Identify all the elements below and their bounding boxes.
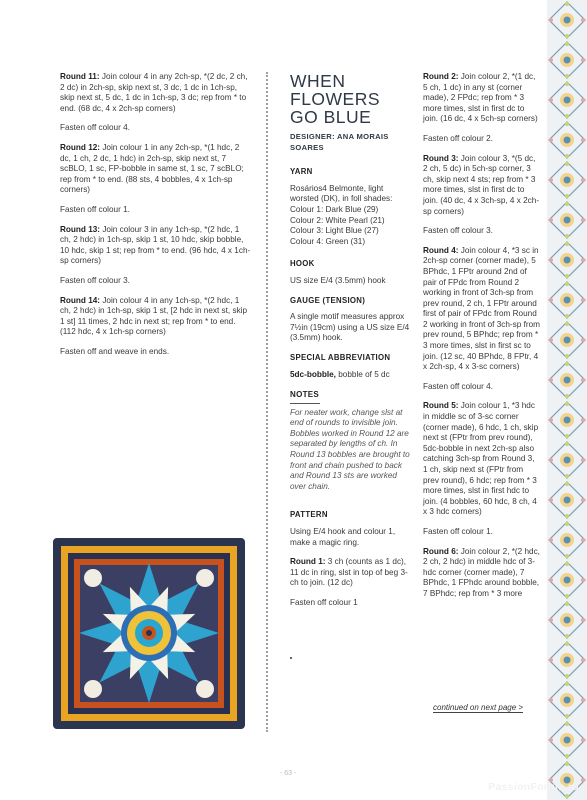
fasten-off-colour-1-right: Fasten off colour 1. bbox=[423, 526, 493, 536]
title-line-1: WHEN bbox=[290, 71, 346, 91]
left-column bbox=[60, 72, 252, 366]
fasten-off-colour-3: Fasten off colour 3. bbox=[60, 275, 130, 285]
round-4-text: Join colour 4, *3 sc in 2ch-sp corner (corner made), 5 BPhdc, 1 FPtr around 2nd of pair of FPdc from Round 2 working in front of 3ch-sp from prev round, 2 ch, 1 FPtr around first of pair of FPdc from Round 2 working in front of 3ch-sp from prev round, 5 BPhdc; rep from * 3 more times, slst in first sc to join. (12 sc, 40 BPhdc, 8 FPtr, 4 x 2ch-sp, 4 x 3-sc corners) bbox=[423, 245, 540, 372]
pattern-intro: Using E/4 hook and colour 1, make a magic ring. bbox=[290, 527, 396, 547]
abbreviation-heading: SPECIAL ABBREVIATION bbox=[290, 352, 391, 362]
hook-heading: HOOK bbox=[290, 259, 315, 269]
round-12-label: Round 12: bbox=[60, 142, 101, 152]
round-3-text: Join colour 3, *(5 dc, 2 ch, 5 dc) in 5ch-sp corner, 3 ch, skip next 4 sts; rep from * 3 more times, slst in first dc to join. (40 dc, 4 x 3ch-sp, 4 x 2ch-sp corners) bbox=[423, 153, 540, 216]
gauge-heading: GAUGE (TENSION) bbox=[290, 295, 366, 305]
notes-heading: NOTES bbox=[290, 390, 320, 400]
round-12-text: Join colour 1 in any 2ch-sp, *(1 hdc, 2 dc, 1 ch, 2 dc, 1 hdc) in 2ch-sp, skip next st, 7 scBLO, 1 sc, FP-bobble in same st, 1 sc, 7 scBLO; rep from * to end. (88 sts, 4 bobbles, 4 x 1ch-sp corners) bbox=[60, 142, 244, 195]
fasten-off-colour-2: Fasten off colour 2. bbox=[423, 133, 493, 143]
round-14 bbox=[60, 296, 252, 338]
pattern-heading: PATTERN bbox=[290, 510, 328, 520]
round-14-text: Join colour 4 in any 1ch-sp, *(2 hdc, 1 ch, 2 hdc) in 1ch-sp, skip 1 st, [2 hdc in next st, skip 1 st] 11 times, 2 hdc in next st; rep from * to end. (112 hdc, 4 x 1ch-sp corners) bbox=[60, 295, 248, 337]
fasten-off-colour-1-mid: Fasten off colour 1 bbox=[290, 598, 358, 607]
notes-underline bbox=[290, 403, 320, 404]
round-13 bbox=[60, 225, 252, 267]
round-11 bbox=[60, 72, 252, 114]
right-column bbox=[423, 72, 541, 609]
continued-link[interactable]: continued on next page > bbox=[433, 703, 524, 712]
title-line-3: GO BLUE bbox=[290, 107, 372, 127]
round-6-label: Round 6: bbox=[423, 546, 459, 556]
round-14-label: Round 14: bbox=[60, 295, 101, 305]
title-line-2: FLOWERS bbox=[290, 89, 381, 109]
round-4 bbox=[423, 246, 541, 373]
page-number: - 63 - bbox=[280, 770, 297, 777]
stray-dot bbox=[290, 657, 292, 659]
round-1-text: 3 ch (counts as 1 dc), 11 dc in ring, slst in top of beg 3-ch to join. (12 dc) bbox=[290, 557, 408, 588]
round-1 bbox=[290, 557, 410, 589]
abbreviation-term: 5dc-bobble, bbox=[290, 369, 336, 379]
round-2-label: Round 2: bbox=[423, 72, 459, 81]
fasten-off-weave: Fasten off and weave in ends. bbox=[60, 346, 170, 356]
yarn-colour-1: Colour 1: Dark Blue (29) bbox=[290, 204, 379, 214]
fasten-off-colour-3-right: Fasten off colour 3. bbox=[423, 226, 493, 236]
hook-text: US size E/4 (3.5mm) hook bbox=[290, 275, 386, 285]
round-5 bbox=[423, 401, 541, 518]
abbreviation-definition: bobble of 5 dc bbox=[338, 369, 390, 379]
round-3-label: Round 3: bbox=[423, 153, 459, 163]
round-6-text: Join colour 2, *(2 hdc, 2 ch, 2 hdc) in middle hdc of 3-hdc corner (corner made), 7 BPhdc, 1 FPhdc around bobble, 7 BPhdc; rep from * 3 more bbox=[423, 546, 540, 598]
designer-credit: DESIGNER: ANA MORAIS SOARES bbox=[290, 132, 389, 152]
round-2 bbox=[423, 72, 541, 125]
round-12 bbox=[60, 143, 252, 196]
middle-column bbox=[290, 72, 410, 618]
round-13-label: Round 13: bbox=[60, 224, 101, 234]
fasten-off-colour-4: Fasten off colour 4. bbox=[60, 123, 130, 133]
yarn-heading: YARN bbox=[290, 167, 313, 177]
abbreviation-entry bbox=[290, 370, 410, 381]
round-13-text: Join colour 3 in any 1ch-sp, *(2 hdc, 1 ch, 2 hdc) in 1ch-sp, skip 1 st, 10 hdc, skip bobble, 10 hdc, skip 1 st; rep from * to end. (96 hdc, 4 x 1ch-sp corners) bbox=[60, 224, 251, 266]
round-5-label: Round 5: bbox=[423, 401, 459, 411]
pattern-title bbox=[290, 72, 410, 126]
crochet-square-photo bbox=[53, 538, 245, 729]
watermark: PassionForum.ru bbox=[488, 781, 579, 793]
yarn-colour-3: Colour 3: Light Blue (27) bbox=[290, 226, 379, 236]
round-2-text: Join colour 2, *(1 dc, 5 ch, 1 dc) in any st (corner made), 2 FPdc; rep from * 3 more times, slst in first dc to join. (16 dc, 4 x 5ch-sp corners) bbox=[423, 72, 538, 124]
round-4-label: Round 4: bbox=[423, 245, 459, 255]
round-6 bbox=[423, 547, 541, 600]
fasten-off-colour-1: Fasten off colour 1. bbox=[60, 204, 130, 214]
yarn-colour-2: Colour 2: White Pearl (21) bbox=[290, 215, 385, 225]
round-3 bbox=[423, 154, 541, 218]
round-1-label: Round 1: bbox=[290, 557, 326, 567]
round-11-label: Round 11: bbox=[60, 72, 100, 81]
yarn-intro: Rosários4 Belmonte, light worsted (DK), in foll shades: bbox=[290, 183, 393, 204]
round-5-text: Join colour 1, *3 hdc in middle sc of 3-sc corner (corner made), 6 hdc, 1 ch, skip next st (FPtr from prev round), 5dc-bobble in next 2ch-sp also catching 3ch-sp from Round 3, 1 ch, skip next st (FPtr from prev round), 6 hdc; rep from * 3 more times, slst in first hdc to join. (4 bobbles, 60 hdc, 8 ch, 4 x 3 hdc corners) bbox=[423, 401, 539, 517]
gauge-text: A single motif measures approx 7½in (19cm) using a US size E/4 (3.5mm) hook. bbox=[290, 312, 410, 343]
decorative-tile-border bbox=[547, 0, 587, 800]
fasten-off-colour-4-right: Fasten off colour 4. bbox=[423, 381, 493, 391]
round-11-text: Join colour 4 in any 2ch-sp, *(2 dc, 2 ch, 2 dc) in 2ch-sp, skip next st, 3 dc, 1 dc in 1ch-sp, skip next st, 5 dc, 1 dc in 1ch-sp, 3 dc; rep from * to end. (68 dc, 4 x 2ch-sp corners) bbox=[60, 72, 248, 113]
notes-text: For neater work, change slst at end of rounds to invisible join. Bobbles worked in Round 12 are separated by lengths of ch. In Round 13 bobbles are brought to front and chain pushed to back and Round 13 sts are worked over chain. bbox=[290, 407, 410, 491]
yarn-colour-4: Colour 4: Green (31) bbox=[290, 236, 366, 246]
column-divider bbox=[266, 72, 268, 732]
